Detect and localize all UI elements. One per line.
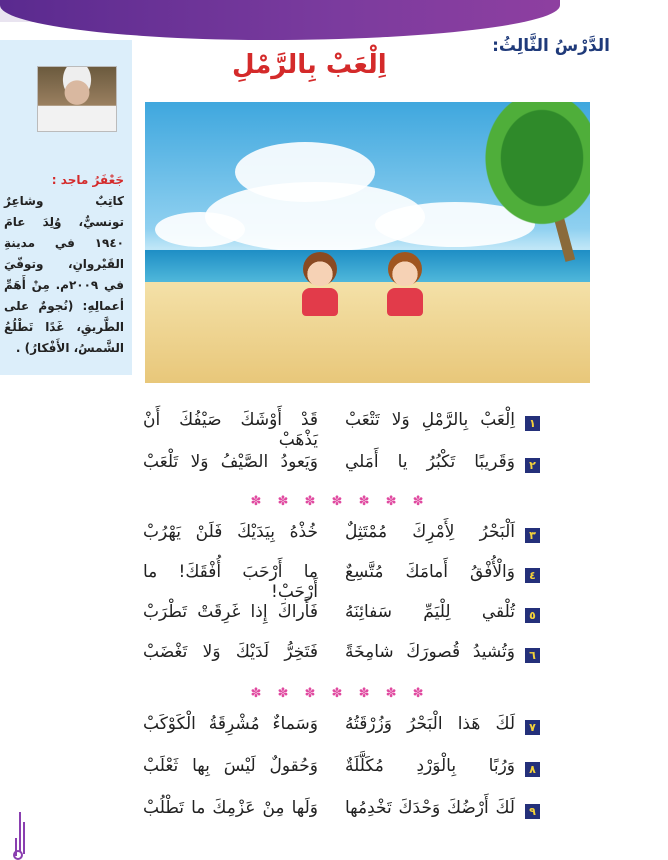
verse-first-half: لَكَ هَذا الْبَحْرُ وَزُرْقَتُهُ <box>345 714 515 734</box>
lesson-label: الدَّرْسُ الثَّالِثُ: <box>492 36 610 56</box>
verse-second-half: ما أَرْحَبَ أُفْقَكَ! ما أَرْحَبْ! <box>143 562 318 602</box>
beach-illustration <box>145 102 590 383</box>
verse-row <box>140 520 540 560</box>
verse-second-half: وَسَماءٌ مُشْرِقَةُ الْكَوْكَبْ <box>143 714 318 734</box>
verse-row <box>140 712 540 752</box>
stanza-divider: ✽ ✽ ✽ ✽ ✽ ✽ ✽ <box>250 686 430 701</box>
verse-first-half: لَكَ أَرْضُكَ وَحْدَكَ تَخْدِمُها <box>345 798 515 818</box>
sand <box>145 282 590 383</box>
palm-tree <box>470 102 590 242</box>
verse-row <box>140 640 540 680</box>
verse-first-half: اَلْبَحْرُ لِأَمْرِكَ مُمْتَثِلٌ <box>345 522 515 542</box>
verse-row <box>140 450 540 490</box>
verse-number: ٧ <box>525 720 540 735</box>
verse-second-half: فَأَراكَ إِذا غَرِقَتْ تَطْرَبْ <box>143 602 318 622</box>
publisher-logo-icon <box>10 812 30 860</box>
verse-number: ٢ <box>525 458 540 473</box>
verse-row <box>140 754 540 794</box>
author-photo <box>37 66 117 132</box>
author-bio-text: كاتِبٌ وشاعِرٌ تونسيٌّ، وُلِدَ عامَ ١٩٤٠ في مدينةِ القَيْروانِ، وتوفّيَ في ٢٠٠٩م. مِنْ أَهَمِّ أعمالِهِ: (نُجومٌ على الطَّريقِ، غَدًا تَطْلُعُ الشَّمسُ، الأَفْكارُ) . <box>4 194 124 355</box>
boy-figure <box>385 252 425 322</box>
cloud <box>155 212 245 247</box>
verse-first-half: وَقَريبًا تَكْبُرُ يا أَمَلي <box>345 452 515 472</box>
verse-row <box>140 600 540 640</box>
verse-number: ٦ <box>525 648 540 663</box>
verse-first-half: وَرُبًا بِالْوَرْدِ مُكَلَّلَةٌ <box>345 756 515 776</box>
verse-number: ٤ <box>525 568 540 583</box>
author-bio <box>4 170 124 359</box>
lesson-title: اِلْعَبْ بِالرَّمْلِ <box>232 50 387 80</box>
verse-number: ٩ <box>525 804 540 819</box>
verse-first-half: تُلْقي لِلْيَمِّ سَفائِنَهُ <box>345 602 515 622</box>
verse-second-half: وَيَعودُ الصَّيْفُ وَلا تَلْعَبْ <box>143 452 318 472</box>
verse-number: ٥ <box>525 608 540 623</box>
verse-second-half: خُذْهُ بِيَدَيْكَ فَلَنْ يَهْرُبْ <box>143 522 318 542</box>
verse-second-half: وَحُقولٌ لَيْسَ بِها ثَعْلَبْ <box>143 756 318 776</box>
verse-row <box>140 796 540 836</box>
verse-first-half: اِلْعَبْ بِالرَّمْلِ وَلا تَتْعَبْ <box>345 410 515 430</box>
verse-second-half: فَتَخِرُّ لَدَيْكَ وَلا تَغْضَبْ <box>143 642 318 662</box>
header-swoosh <box>0 0 560 40</box>
verse-number: ١ <box>525 416 540 431</box>
verse-number: ٨ <box>525 762 540 777</box>
verse-first-half: وَالْأُفْقُ أَمامَكَ مُتَّسِعٌ <box>345 562 515 582</box>
author-name: جَعْفَرُ ماجد : <box>51 173 124 187</box>
verse-row <box>140 560 540 600</box>
verse-first-half: وَتُشيدُ قُصورَكَ شامِخَةً <box>345 642 515 662</box>
girl-figure <box>300 252 340 322</box>
verse-row <box>140 408 540 448</box>
stanza-divider: ✽ ✽ ✽ ✽ ✽ ✽ ✽ <box>250 494 430 509</box>
verse-number: ٣ <box>525 528 540 543</box>
verse-second-half: وَلَها مِنْ عَزْمِكَ ما تَطْلُبْ <box>143 798 318 818</box>
verse-second-half: قَدْ أَوْشَكَ صَيْفُكَ أَنْ يَذْهَبْ <box>143 410 318 450</box>
